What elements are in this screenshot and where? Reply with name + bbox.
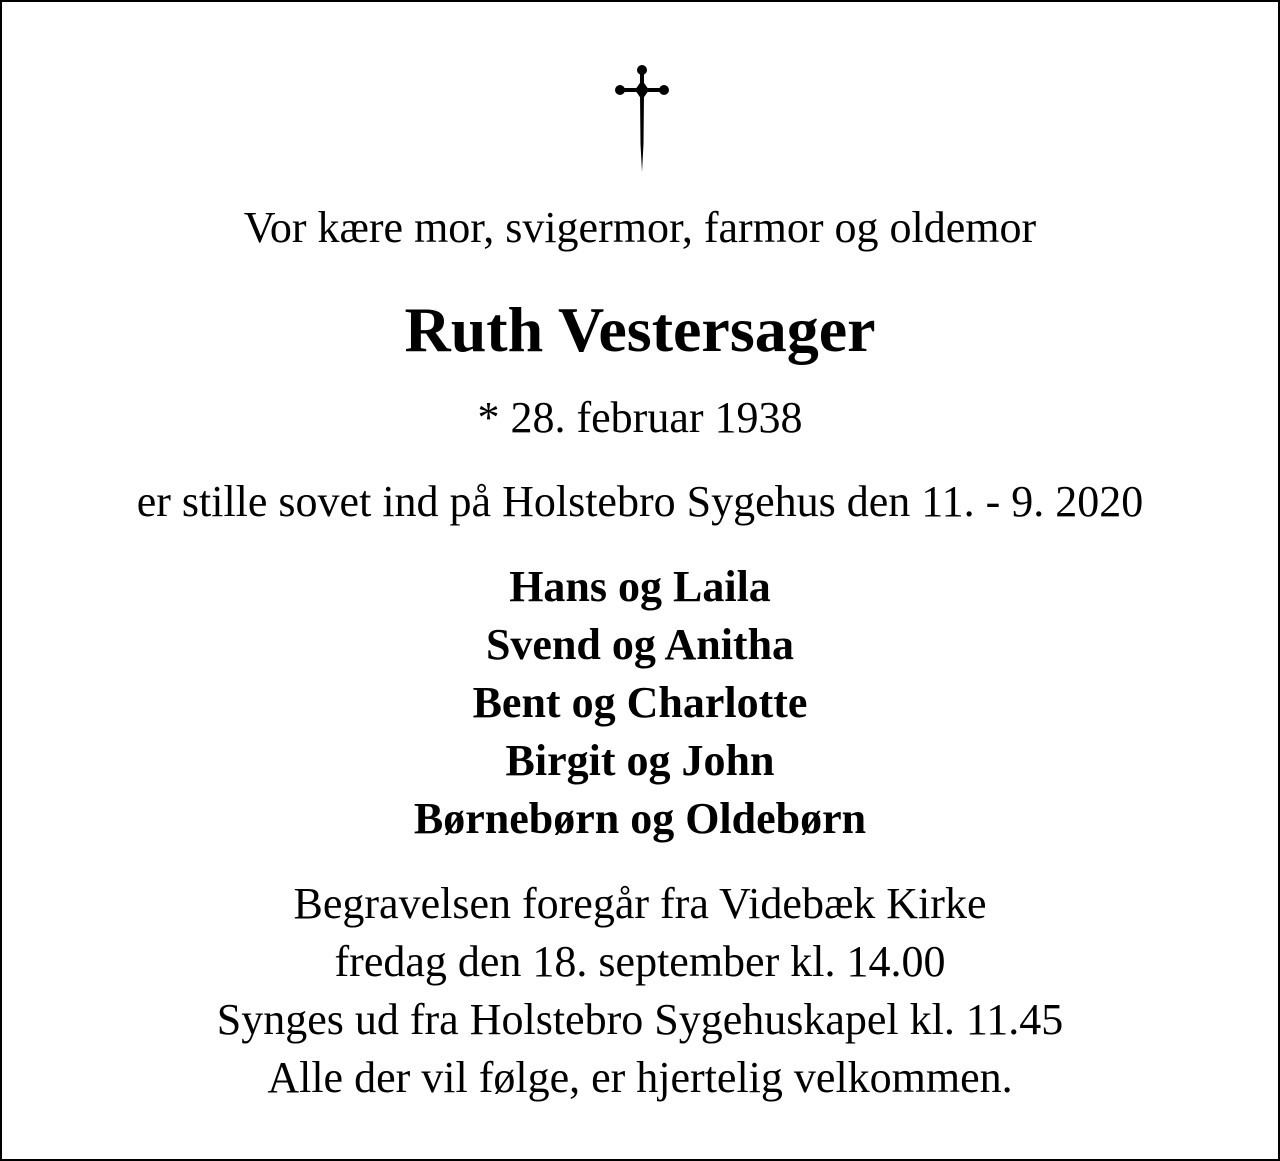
funeral-info-line: fredag den 18. september kl. 14.00 [334,937,946,986]
funeral-info-line: Synges ud fra Holstebro Sygehuskapel kl. 11.45 [216,995,1064,1044]
relative-line: Bent og Charlotte [472,678,808,727]
cross-icon [615,64,669,174]
funeral-info-line: Begravelsen foregår fra Videbæk Kirke [293,879,987,928]
relative-line: Børnebørn og Oldebørn [413,794,867,843]
death-statement: er stille sovet ind på Holstebro Sygehus den 11. - 9. 2020 [136,477,1144,526]
relative-line: Svend og Anitha [485,620,795,669]
deceased-name: Ruth Vestersager [404,294,876,365]
relative-line: Hans og Laila [509,562,771,611]
funeral-info-line: Alle der vil følge, er hjertelig velkommen. [267,1053,1013,1102]
birth-date: * 28. februar 1938 [477,393,803,442]
intro-text: Vor kære mor, svigermor, farmor og oldemor [243,203,1037,252]
relative-line: Birgit og John [505,736,775,785]
